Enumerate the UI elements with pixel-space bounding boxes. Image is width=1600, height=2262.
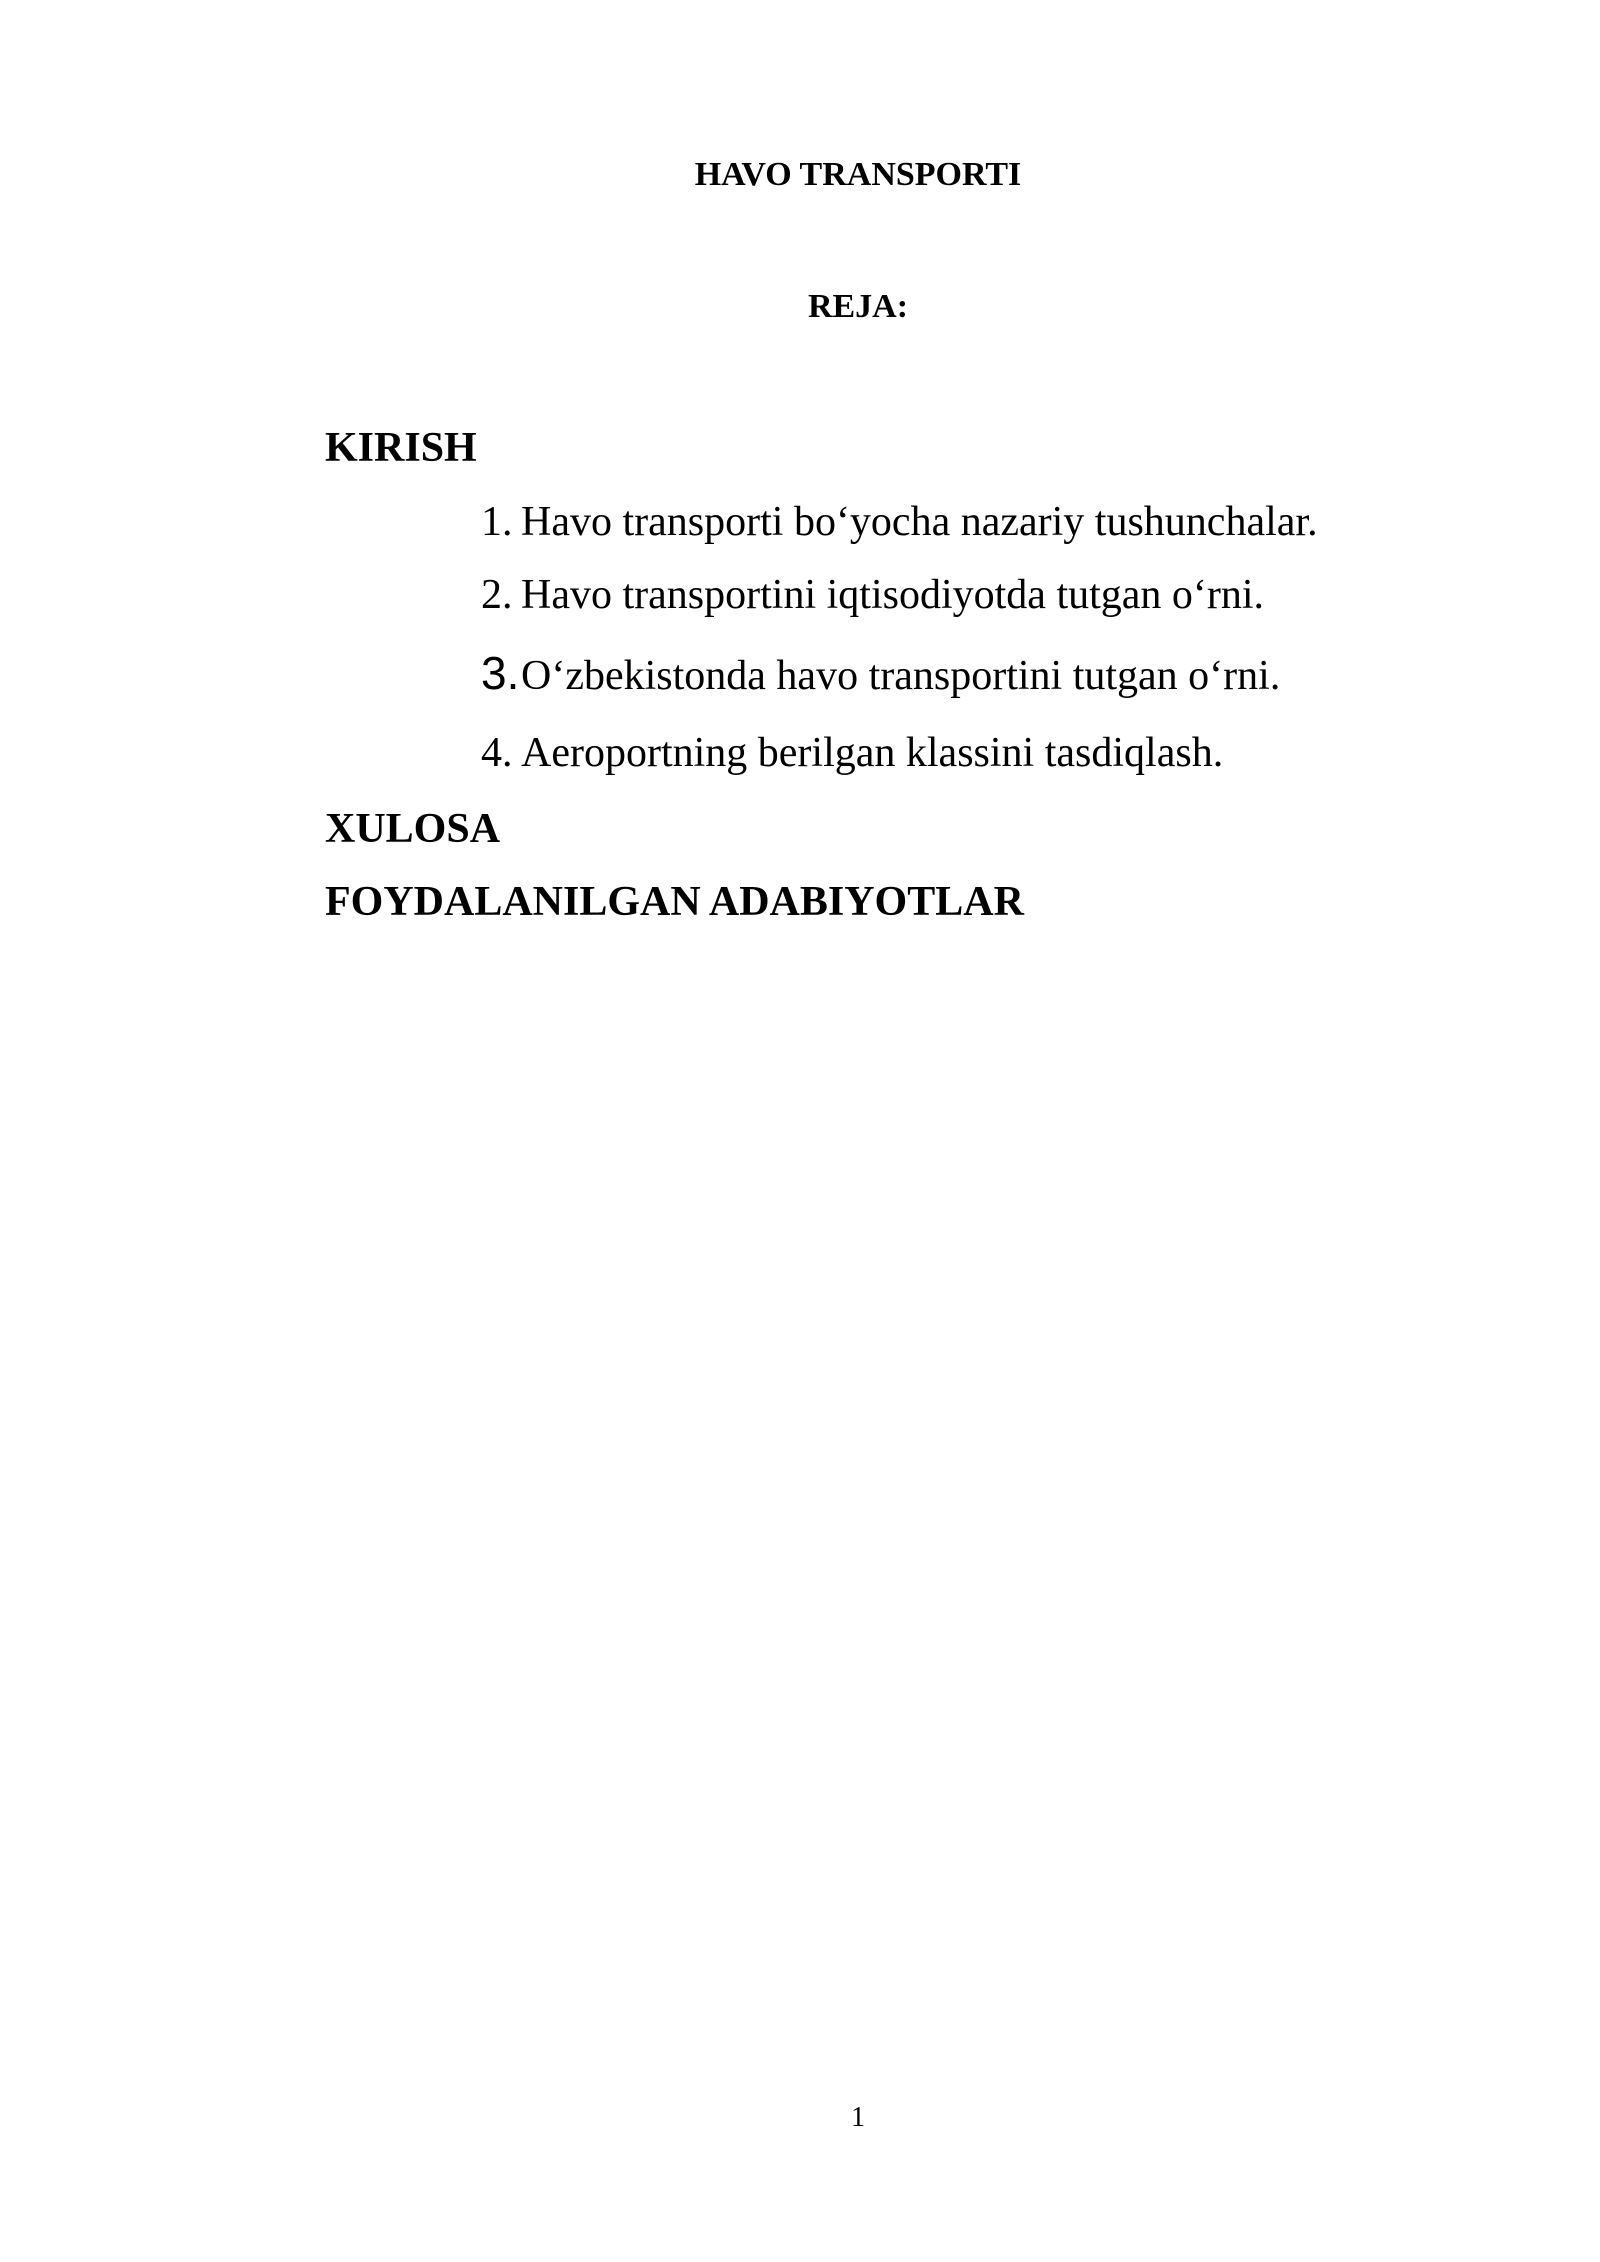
plan-item-text: Aeroportning berilgan klassini tasdiqlash. [521, 730, 1224, 776]
section-references: FOYDALANILGAN ADABIYOTLAR [325, 879, 1024, 925]
plan-heading: REJA: [807, 288, 909, 325]
plan-item-number: 4. [481, 730, 513, 776]
plan-item-number: 2. [481, 572, 513, 618]
plan-item [481, 494, 1318, 550]
plan-item-text: Havo transportini iqtisodiyotda tutgan o‘rni. [521, 572, 1265, 618]
section-conclusion: XULOSA [325, 806, 501, 852]
plan-item [481, 567, 1264, 623]
plan-item-text: Havo transporti bo‘yocha nazariy tushunchalar. [521, 499, 1318, 545]
plan-item-number: 1. [481, 499, 513, 545]
page-number: 1 [851, 2102, 865, 2133]
plan-item-text: O‘zbekistonda havo transportini tutgan o‘rni. [521, 653, 1281, 699]
plan-item [481, 645, 1280, 704]
document-title: HAVO TRANSPORTI [694, 156, 1022, 193]
plan-item [481, 725, 1223, 781]
section-intro: KIRISH [325, 425, 477, 471]
plan-item-number: 3. [481, 647, 520, 699]
